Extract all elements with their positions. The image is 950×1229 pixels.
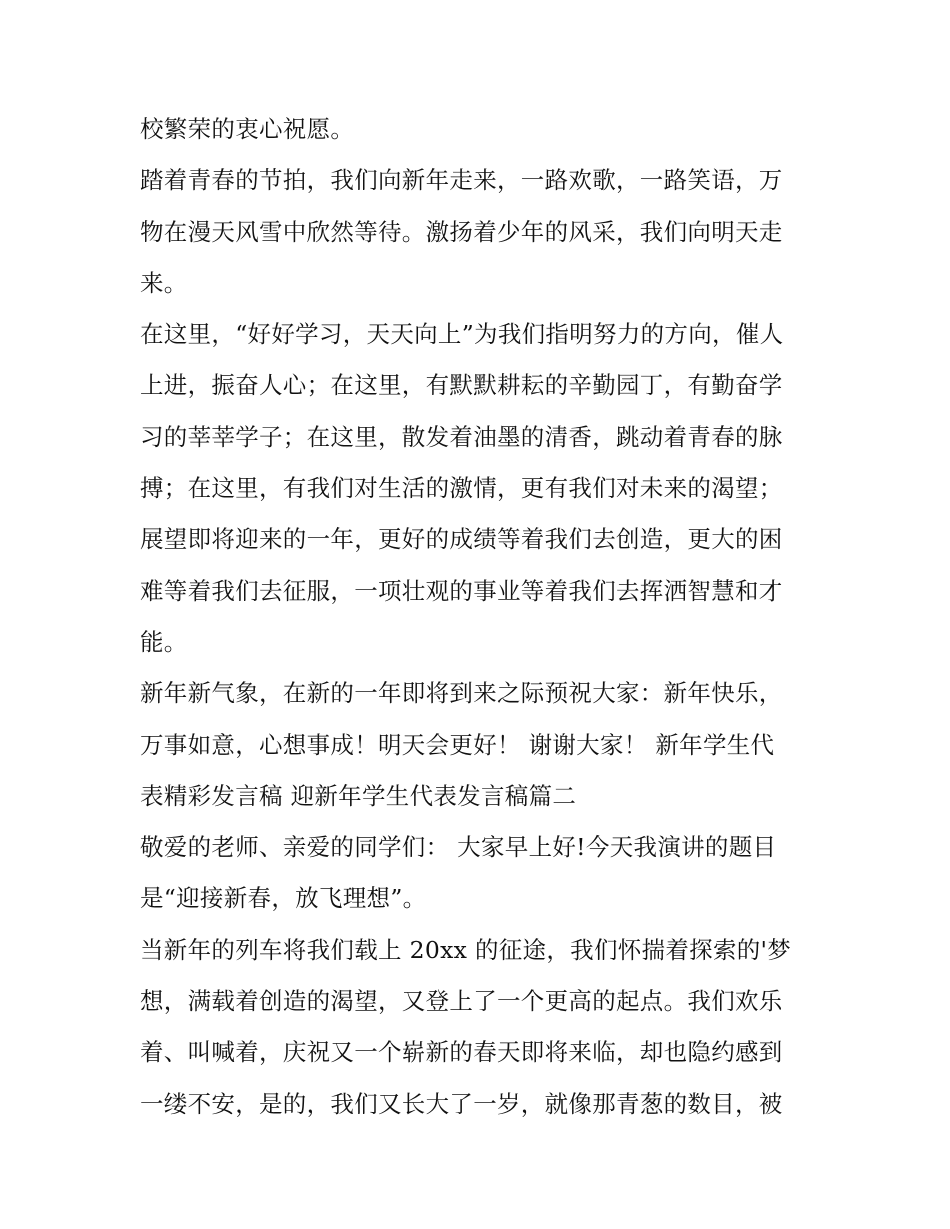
text-line: 难等着我们去征服，一项壮观的事业等着我们去挥洒智慧和才 bbox=[140, 576, 783, 605]
text-line: 新年新气象，在新的一年即将到来之际预祝大家：新年快乐， bbox=[140, 679, 783, 708]
document-body bbox=[140, 110, 820, 1136]
text-line: 搏；在这里，有我们对生活的激情，更有我们对未来的渴望； bbox=[140, 474, 783, 503]
text-line: 上进，振奋人心；在这里，有默默耕耘的辛勤园丁，有勤奋学 bbox=[140, 371, 783, 400]
text-line: 当新年的列车将我们载上 20xx 的征途，我们怀揣着探索的'梦 bbox=[140, 935, 792, 964]
text-line: 着、叫喊着，庆祝又一个崭新的春天即将来临，却也隐约感到 bbox=[140, 1038, 783, 1067]
text-line: 敬爱的老师、亲爱的同学们： 大家早上好!今天我演讲的题目 bbox=[140, 833, 777, 862]
text-line: 想，满载着创造的渴望，又登上了一个更高的起点。我们欢乐 bbox=[140, 987, 783, 1016]
text-line: 在这里，“好好学习，天天向上”为我们指明努力的方向，催人 bbox=[140, 320, 784, 349]
text-line: 物在漫天风雪中欣然等待。激扬着少年的风采，我们向明天走 bbox=[140, 217, 783, 246]
text-line: 来。 bbox=[140, 268, 188, 297]
text-line: 习的莘莘学子；在这里，散发着油墨的清香，跳动着青春的脉 bbox=[140, 422, 783, 451]
text-line: 展望即将迎来的一年，更好的成绩等着我们去创造，更大的困 bbox=[140, 525, 783, 554]
text-line: 表精彩发言稿 迎新年学生代表发言稿篇二 bbox=[140, 781, 577, 810]
text-line: 一缕不安，是的，我们又长大了一岁，就像那青葱的数目，被 bbox=[140, 1089, 783, 1118]
text-line: 校繁荣的衷心祝愿。 bbox=[140, 115, 355, 143]
text-line: 是“迎接新春，放飞理想”。 bbox=[140, 884, 427, 913]
text-line: 万事如意，心想事成！明天会更好！ 谢谢大家！ 新年学生代 bbox=[140, 730, 775, 759]
text-line: 能。 bbox=[140, 627, 188, 656]
text-line: 踏着青春的节拍，我们向新年走来，一路欢歌，一路笑语，万 bbox=[140, 166, 783, 195]
